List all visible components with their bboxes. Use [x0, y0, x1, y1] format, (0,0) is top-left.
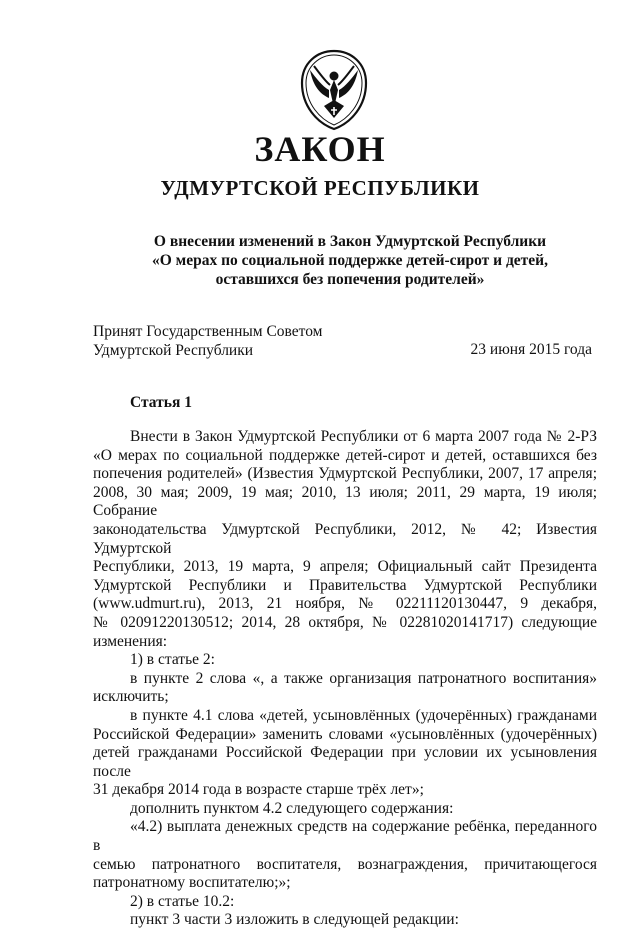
body-text-line: детей гражданами Российской Федерации при условии их усыновления после — [93, 744, 597, 780]
body-text-line: исключить; — [93, 688, 169, 706]
adoption-date: 23 июня 2015 года — [470, 341, 592, 358]
body-text-line: изменения: — [93, 632, 168, 650]
adoption-line: Удмуртской Республики — [93, 342, 254, 359]
body-text-line: «О мерах по социальной поддержке детей-сирот и детей, оставшихся без — [93, 446, 597, 464]
adoption-line: Принят Государственным Советом — [93, 323, 323, 340]
body-text-line: Внести в Закон Удмуртской Республики от 6 марта 2007 года № 2-РЗ — [130, 428, 597, 445]
body-text-line: Республики, 2013, 19 марта, 9 апреля; Официальный сайт Президента — [93, 558, 597, 576]
adoption-info — [93, 322, 323, 360]
body-text-line: «4.2) выплата денежных средств на содержание ребёнка, переданного в — [93, 818, 597, 855]
body-text-line: 1) в статье 2: — [130, 651, 215, 669]
law-name-line: О внесении изменений в Закон Удмуртской Республики — [153, 233, 547, 250]
body-text-line: № 02091220130512; 2014, 28 октября, № 02281020141717) следующие — [93, 613, 597, 631]
body-text-line: дополнить пунктом 4.2 следующего содержания: — [130, 799, 454, 817]
body-text-line: попечения родителей» (Известия Удмуртской Республики, 2007, 17 апреля; — [93, 465, 597, 483]
document-title: ЗАКОН — [254, 129, 386, 169]
body-text-line: законодательства Удмуртской Республики, 2012, № 42; Известия Удмуртской — [93, 520, 597, 557]
body-text-line: семью патронатного воспитателя, вознаграждения, причитающегося — [93, 855, 597, 873]
body-text-line: 2008, 30 мая; 2009, 19 мая; 2010, 13 июля; 2011, 29 марта, 19 июля; Собрание — [93, 483, 597, 520]
document-subtitle: УДМУРТСКОЙ РЕСПУБЛИКИ — [160, 176, 480, 200]
coat-of-arms-emblem — [296, 48, 372, 132]
body-text-line: Удмуртской Республики и Правительства Удмуртской Республики — [93, 576, 597, 594]
article-body — [93, 428, 597, 930]
body-text-line: 31 декабря 2014 года в возрасте старше трёх лет»; — [93, 781, 424, 799]
law-name-line: оставшихся без попечения родителей» — [215, 271, 485, 288]
body-text-line: Российской Федерации» заменить словами «усыновлённых (удочерённых) — [93, 725, 597, 743]
body-text-line: пункт 3 части 3 изложить в следующей редакции: — [130, 911, 459, 929]
article-heading: Статья 1 — [130, 394, 192, 411]
body-text-line: 2) в статье 10.2: — [130, 892, 235, 910]
body-text-line: патронатному воспитателю;»; — [93, 874, 291, 892]
body-text-line: (www.udmurt.ru), 2013, 21 ноября, № 02211120130447, 9 декабря, — [93, 595, 597, 613]
body-text-line: в пункте 2 слова «, а также организация патронатного воспитания» — [130, 669, 597, 687]
body-text-line: в пункте 4.1 слова «детей, усыновлённых (удочерённых) гражданами — [130, 706, 597, 724]
law-name — [90, 232, 610, 289]
law-name-line: «О мерах по социальной поддержке детей-сирот и детей, — [152, 252, 548, 269]
